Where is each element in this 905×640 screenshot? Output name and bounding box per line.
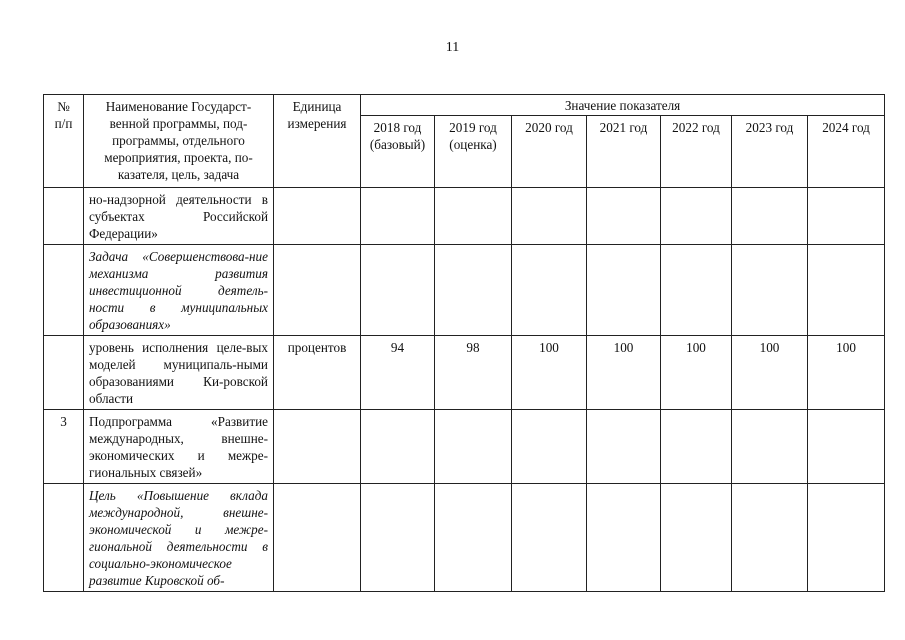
row-name: Задача «Совершенствова-ние механизма развития инвестиционной деятель-ности в муниципальных образованиях» [84,245,274,336]
row-value [661,484,732,592]
header-year: 2023 год [732,116,808,188]
row-value [361,410,435,484]
header-year: 2022 год [661,116,732,188]
row-value [512,410,587,484]
row-value: 94 [361,336,435,410]
table-row [44,188,885,245]
table-row [44,410,885,484]
row-value [808,484,885,592]
row-value [732,245,808,336]
header-year: 2020 год [512,116,587,188]
row-value [587,484,661,592]
row-value [732,188,808,245]
row-unit [274,245,361,336]
table-row [44,484,885,592]
row-value [808,410,885,484]
row-value: 98 [435,336,512,410]
row-value [587,188,661,245]
indicators-table [43,94,885,592]
header-name: Наименование Государст- венной программы, под- программы, отдельного мероприятия, проекта, по- казателя, цель, задача [84,95,274,188]
row-value [661,245,732,336]
row-value [361,188,435,245]
row-value [361,245,435,336]
row-value [808,188,885,245]
row-name: Подпрограмма «Развитие международных, внешне-экономических и межре-гиональных связей» [84,410,274,484]
row-unit: процентов [274,336,361,410]
row-num [44,245,84,336]
header-year: 2021 год [587,116,661,188]
header-year: 2024 год [808,116,885,188]
row-value [435,188,512,245]
header-year: 2018 год (базовый) [361,116,435,188]
row-value [512,188,587,245]
row-name: но-надзорной деятельности в субъектах Российской Федерации» [84,188,274,245]
row-value: 100 [661,336,732,410]
row-num [44,188,84,245]
header-indicator-value: Значение показателя [361,95,885,116]
row-value [661,410,732,484]
row-value [435,484,512,592]
table-row [44,336,885,410]
header-unit: Единица измерения [274,95,361,188]
row-num [44,336,84,410]
row-value [512,484,587,592]
row-value [808,245,885,336]
row-unit [274,484,361,592]
page-number: 11 [445,40,460,55]
row-value: 100 [587,336,661,410]
row-unit [274,188,361,245]
row-value: 100 [512,336,587,410]
row-name: Цель «Повышение вклада международной, внешне-экономической и межре-гиональной деятельности в социально-экономическое развитие Кировской об- [84,484,274,592]
row-value: 100 [732,336,808,410]
header-year: 2019 год (оценка) [435,116,512,188]
row-unit [274,410,361,484]
row-value [361,484,435,592]
row-value [732,410,808,484]
table-row [44,245,885,336]
row-value [732,484,808,592]
row-value [587,245,661,336]
row-value [435,410,512,484]
row-value: 100 [808,336,885,410]
row-value [512,245,587,336]
row-num [44,484,84,592]
row-value [435,245,512,336]
row-value [661,188,732,245]
row-name: уровень исполнения целе-вых моделей муниципаль-ными образованиями Ки-ровской области [84,336,274,410]
row-num: 3 [44,410,84,484]
header-num: № п/п [44,95,84,188]
row-value [587,410,661,484]
